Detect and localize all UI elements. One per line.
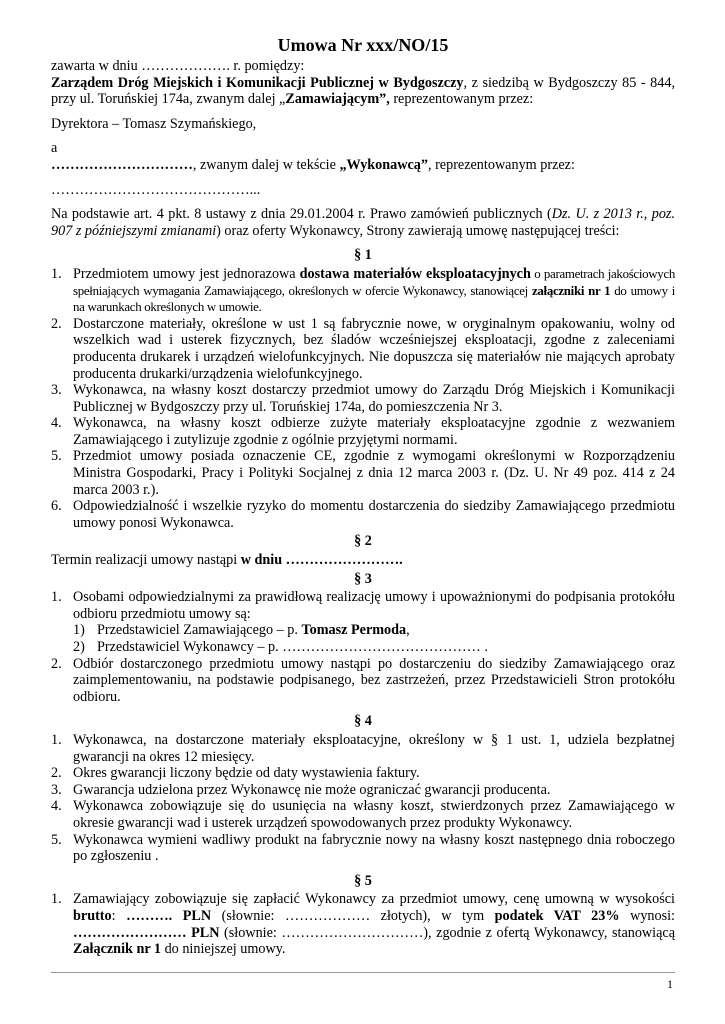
list-item: 3. Gwarancja udzielona przez Wykonawcę nie może ograniczać gwarancji producenta.: [51, 781, 551, 798]
page-number: 1: [667, 977, 673, 991]
list-item: 6. Odpowiedzialność i wszelkie ryzyko do momentu dostarczenia do siedziby Zamawiającego przedmiotu umowy ponosi Wykonawca.: [51, 498, 675, 531]
list-item: 3. Wykonawca, na własny koszt dostarczy przedmiot umowy do Zarządu Dróg Miejskich i Komunikacji Publicznej w Bydgoszczy przy ul. Toruńskiej 174a, do pomieszczenia Nr 3.: [51, 382, 675, 415]
list-item: 2) Przedstawiciel Wykonawcy – p. …………………………………… .: [73, 639, 488, 655]
list-item: 1. Przedmiotem umowy jest jednorazowa dostawa materiałów eksploatacyjnych o parametrach jakościowych spełniających wymagania Zamawiającego, określonych w ofercie Wykonawcy, stanowiącej załączniki nr 1 do umowy i na warunkach określonych w umowie.: [51, 265, 676, 315]
section-3-heading: § 3: [354, 570, 372, 587]
section-3-sublist: [51, 622, 675, 655]
footer-divider: [51, 972, 675, 973]
intro-director: Dyrektora – Tomasz Szymańskiego,: [51, 115, 257, 132]
list-item: 5. Przedmiot umowy posiada oznaczenie CE, zgodnie z wymogami określonymi w Rozporządzeniu Ministra Gospodarki, Pracy i Polityki Socjalnej z dnia 12 marca 2003 r. (Dz. U. Nr 49 poz. 414 z 24 marca 2003 r.).: [51, 448, 675, 498]
list-item: 2. Dostarczone materiały, określone w ust 1 są fabrycznie nowe, w oryginalnym opakowaniu, wolny od wszelkich wad i usterek fizycznych, bez śladów wcześniejszej eksploatacji, zgodne z zaleceniami producenta drukarek i urządzeń wielofunkcyjnych. Nie dopuszcza się materiałów nie mających aprobaty producenta drukarki/urządzenia wielofunkcyjnego.: [51, 315, 675, 382]
document-title: Umowa Nr xxx/NO/15: [277, 35, 449, 55]
section-5-list: [51, 891, 675, 957]
intro-date-line: zawarta w dniu ………………. r. pomiędzy:: [51, 58, 305, 74]
list-item: 1. Zamawiający zobowiązuje się zapłacić Wykonawcy za przedmiot umowy, cenę umowną w wysokości brutto: ………. PLN (słownie: ……………… złotych), w tym podatek VAT 23% wynosi: …………………… PLN (słownie: …………………………), zgodnie z ofertą Wykonawcy, stanowiącą Załącznik nr 1 do niniejszej umowy.: [51, 891, 676, 958]
section-2-heading: § 2: [354, 533, 372, 550]
section-1-list: [51, 266, 675, 532]
list-item: 1. Osobami odpowiedzialnymi za prawidłową realizację umowy i upoważnionymi do podpisania protokółu odbioru przedmiotu umowy są:: [51, 589, 675, 622]
list-item: 5. Wykonawca wymieni wadliwy produkt na fabrycznie nowy na własny koszt następnego dnia roboczego po zgłoszeniu .: [51, 831, 675, 865]
intro-and: a: [51, 140, 58, 157]
list-item: 2. Odbiór dostarczonego przedmiotu umowy nastąpi po dostarczeniu do siedziby Zamawiającego oraz zaimplementowaniu, na podstawie podpisanego, bez zastrzeżeń, przez Przedstawicieli Stron protokółu odbioru.: [51, 655, 675, 705]
section-3-list: [51, 589, 675, 622]
intro-party1: Zarządem Dróg Miejskich i Komunikacji Publicznej w Bydgoszczy, z siedzibą w Bydgoszczy 85 - 844, przy ul. Toruńskiej 174a, zwanym dalej „Zamawiającym”, reprezentowanym przez:: [51, 74, 675, 108]
party2-alias: „Wykonawcą”: [339, 156, 428, 173]
intro-party2: …………………………, zwanym dalej w tekście „Wykonawcą”, reprezentowanym przez:: [51, 156, 575, 173]
section-4-list: [51, 732, 675, 865]
section-3-list-2: [51, 656, 675, 706]
intro-party2-rep: ……………………………………...: [51, 181, 261, 198]
list-item: 4. Wykonawca zobowiązuje się do usunięcia na własny koszt, stwierdzonych przez Zamawiającego w okresie gwarancji wad i usterek urządzeń spowodowanych przez produkty Wykonawcy.: [51, 798, 675, 831]
list-item: 1. Wykonawca, na dostarczone materiały eksploatacyjne, określony w § 1 ust. 1, udziela bezpłatnej gwarancji na okres 12 miesięcy.: [51, 731, 675, 765]
section-1-heading: § 1: [354, 247, 372, 264]
list-item: 4. Wykonawca, na własny koszt odbierze zużyte materiały eksploatacyjne zgodnie z wezwaniem Zamawiającego i zutylizuje zgodnie z ogólnie przyjętymi normami.: [51, 415, 675, 448]
party1-alias: Zamawiającym”,: [285, 91, 390, 108]
list-item: 1) Przedstawiciel Zamawiającego – p. Tomasz Permoda,: [73, 622, 410, 639]
party1-name: Zarządem Dróg Miejskich i Komunikacji Publicznej w Bydgoszczy: [51, 74, 464, 91]
contract-page: [51, 34, 675, 958]
section-4-heading: § 4: [354, 713, 372, 730]
section-5-heading: § 5: [354, 872, 372, 889]
intro-legal-basis: Na podstawie art. 4 pkt. 8 ustawy z dnia 29.01.2004 r. Prawo zamówień publicznych (Dz. U. z 2013 r., poz. 907 z późniejszymi zmianami) oraz oferty Wykonawcy, Strony zawierają umowę następującej treści:: [51, 206, 675, 239]
list-item: 2. Okres gwarancji liczony będzie od daty wystawienia faktury.: [51, 765, 420, 782]
section-2-text: Termin realizacji umowy nastąpi w dniu …………………….: [51, 552, 403, 569]
